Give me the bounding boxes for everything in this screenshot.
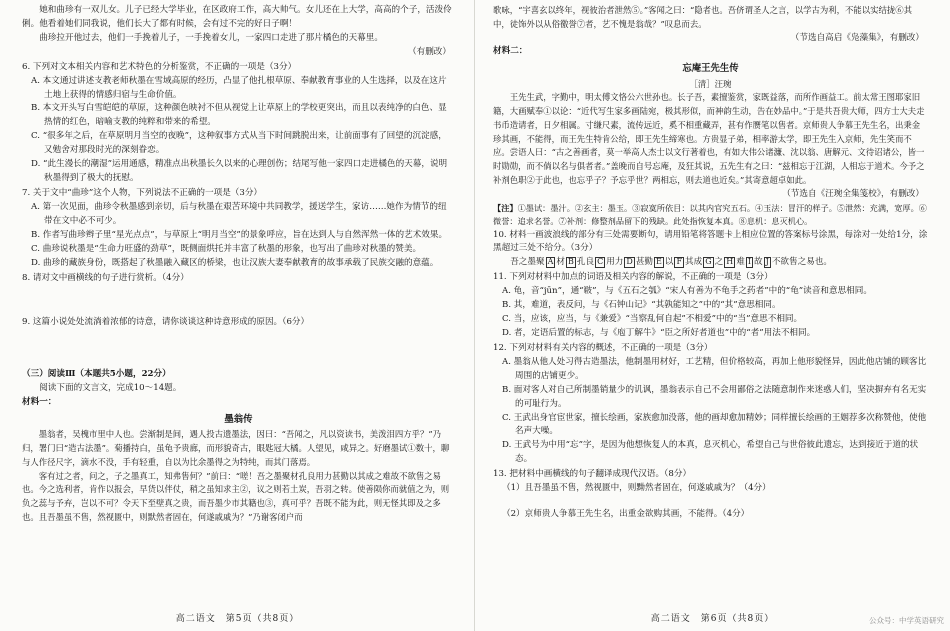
segment: 之 [714,257,724,268]
option: B. 作者写曲珍辫子里“星光点点”，与草原上“明月当空”的景象呼应，旨在达到人与自然浑然一体的艺术效果。 [31,229,448,240]
question-stem: 13. 把材料中画横线的句子翻译成现代汉语。（8分） [493,469,692,480]
question-8: 8. 请对文中画横线的句子进行赏析。（4分） [22,272,189,283]
question-9: 9. 这篇小说处处流淌着浓郁的诗意，请你谈谈这种诗意形成的原因。（6分） [22,317,310,328]
answer-box[interactable]: E [656,257,662,267]
option: A. 本文通过讲述支教老师秋墨在雪域高原的经历，凸显了他扎根草原、奉献教育事业的人生选择，以及在这片土地上获得的情感归宿与生命价值。 [31,75,447,100]
option: B. 其，难道，表反问，与《石钟山记》“其孰能知之”中的“其”意思相同。 [502,300,781,311]
question-11 [493,271,928,341]
source-note: （节选自高启《凫藻集》，有删改） [790,32,924,43]
answer-box[interactable]: F [676,257,683,267]
segment: 材 [556,257,565,268]
section-intro: 阅读下面的文言文，完成10～14题。 [39,383,182,394]
option: D. “此生漫长的潮湿”运用通感，精准点出秋墨长久以来的心理创伤；结尾写他一家四口走进橘色的天幕，说明秋墨得到了极大的抚慰。 [31,159,448,184]
passage-author: ［清］汪琬 [689,78,732,89]
passage-paragraph: 她和曲珍有一双儿女。儿子已经大学毕业，在区政府工作，高大帅气。女儿还在上大学，高高的个子，活泼伶俐。他看着她们同我说，他们长大了都有时候，会有过不完的好日子啊！ [22,5,452,29]
option: B. 面对客人对自己所制墨销量少的讥讽，墨翁表示自己不会用鄙俗之法随意制作来迷惑人们，坚决摒弃有名无实的可耻行为。 [502,384,927,409]
option: C. 曲珍说秋墨是“生命力旺盛的劲草”，既侧面烘托并丰富了秋墨的形象，也写出了曲珍对秋墨的赞美。 [31,243,422,254]
option: C. 当，应该，应当，与《兼爱》“当察乱何自起”不相爱”中的“当”意思不相同。 [502,314,803,325]
option: D. 曲珍的藏族身份，既搭起了秋墨融入藏区的桥梁，也让汉族大妻奉献教育的故事承载了民族交融的意蕴。 [31,257,439,268]
question-12 [493,342,928,467]
answer-box[interactable]: D [626,257,633,267]
passage-title: 忘庵王先生传 [682,63,739,75]
source-note: （有删改） [408,46,451,57]
line-prefix: 吾之墨聚 [510,257,545,268]
option: B. 本文开头写白雪皑皑的草原，这种颜色映衬不但从视觉上让草原上的学校更突出，而且以表纯净的白色、显热情的红色，暗喻支教的纯粹和带来的希望。 [31,103,447,128]
question-stem: 10. 材料一画波浪线的部分有三处需要断句，请用铅笔将答题卡上相应位置的答案标号涂黑，每涂对一处给1分，涂黑超过三处不给分。（3分） [493,229,928,254]
note-label: 【注】 [493,202,518,213]
question-stem: 6. 下列对文本相关内容和艺术特色的分析鉴赏，不正确的一项是（3分） [22,61,297,72]
option: A. 龟，音“jūn”，通“皲”，与《五石之瓠》“宋人有善为不龟手之药者”中的“龟”读音和意思相同。 [502,286,872,297]
segment: 孔良 [576,257,595,268]
passage-paragraph: 墨翁者，吴槐市里中人也。尝渐制是间，遇人投古遗墨法，因曰：“吾闻之，凡以资读书，美泼泪四方乎？”乃归，署门曰“造古法墨”。菊播持白，虽龟予贵廊，而形貌奇古，眼匙冠大橘。人望见，咸异之。好磨墨试①数十，聊与人作径尺字，滴水不没，手有轻重，自以为比余墨得之为特纯，而其门落焉。 [22,429,450,467]
segment: 甚勤 [635,257,654,268]
question-6 [22,61,455,186]
question-stem: 7. 关于文中“曲珍”这个人物，下列说法不正确的一项是（3分） [22,187,263,198]
question-stem: 11. 下列对材料中加点的词语及相关内容的解说，不正确的一项是（3分） [493,272,773,283]
page-footer: 高二语文 第5页（共8页） [175,614,300,625]
answer-box[interactable]: I [747,257,751,267]
material-label: 材料二： [493,46,528,57]
passage-paragraph: 歌咏，“宇喜玄以终年，视彼治者泄然⑤。”客闻之曰：“隐者也。吾侪谓圣人之言，以学古为利，不能以实结拢⑥其中，徒饰外以从俗徼誉⑦者，艺不愧是翁哉？”叹息而去。 [493,5,913,29]
option: D. 王武号为中用“忘”字，是因为他想恢复人的本真，息灭机心，希望自己与世俗彼此遗忘，达到接近于道的状态。 [502,440,919,465]
answer-box[interactable]: H [726,257,734,267]
page-footer: 高二语文 第6页（共8页） [650,614,775,625]
answer-box[interactable]: C [597,257,604,267]
sub-question: （1）且吾墨虽不售，然视匮中，则黝然者固在，何遂戚戚为？（4分） [502,483,771,494]
line-suffix: 之易也。 [797,257,833,268]
answer-box[interactable]: J [765,257,769,267]
option: C. 王武出身官宦世家，擅长绘画，家族愈加没落，他的画却愈加精妙；同样擅长绘画的王姻荐多次称赞他，使他名声大噪。 [502,412,927,437]
segment: 难 [736,257,745,268]
passage-paragraph: 曲珍拉开他过去，他们一手挽着儿子，一手挽着女儿，一家四口走进了那片橘色的天幕里。 [39,32,383,43]
passage-title: 墨翁传 [224,414,253,426]
source-note: （节选自《汪琬全集笺校》，有删改） [782,188,924,199]
segment: 不欲售 [771,257,798,268]
answer-box[interactable]: G [705,257,712,267]
note-text: ①墨试：墨汁。②玄主：墨玉。③寂寞所依目：以其内官究五石。④玉法：冒汗的样子。⑤泄然：充满，宽厚。⑥微誉：追求名誉。⑦补剂：修整剂品留下的残缺。此处指恢复本真。⑧息机：息灭机心。 [493,202,927,226]
segment: 故 [754,257,763,268]
option: A. 墨翁从他人处习得古造墨法，他制墨用材好，工艺精，但价格较高，再加上他形貌怪异，因此他店铺的顾客比周围的店铺更少。 [502,356,927,381]
passage-paragraph: 客有过之者，问之，子之墨真工，知弗售何？”前曰：“嗟！吾之墨聚材孔良用力甚勤以其成之难故不欲售之易也。今之选利者，肯作以报会，早货以伴仗，稍之虽知求主②，议之则若土炭，吾羽之转。使善陨你而就值之为，则负之蕊与予弃，岂以不可？令天下至壁真之贵，而吾墨少市其籍也③，真可乎？吾既不能为此，则无怪其即及之多也。且吾墨虽不售，然视匮中，则默然者固在，何遂戚戚为？”乃谢客闭户而 [22,470,450,523]
material-label: 材料一： [22,397,57,408]
question-stem: 12. 下列对材料有关内容的概述，不正确的一项是（3分） [493,342,713,353]
section-heading: （三）阅读Ⅲ（本题共5小题，22分） [22,369,171,380]
segment: 用力 [606,257,624,268]
question-10 [493,229,928,271]
segment: 其成 [685,257,703,268]
answer-box[interactable]: B [567,257,574,267]
question-7 [22,187,455,271]
option: D. 者，定语后置的标志，与《庖丁解牛》“臣之所好者道也”中的“者”用法不相同。 [502,328,816,338]
passage-paragraph: 王先生武，字勤中，明太傅文恪公六世孙也。长子吾，素擅鉴赏，家既益落，而所作画益工。前太常王图耶家旧籍，大画赋奉①以论：“近代写生家多画陆宛，极其形似，而神韵生动，告在妙品中。”于是共吾贵大师，四方士大夫走书币造请者，日夕相属。寸缣尺素，流传远近，奚不相重藏弄，甚有作赝笔以售者。京师贵人争慕王先生名，出秉金珍其画，不能得，而王先生特肯公给，即王先生缔寒也。方贵显子弟，相率游太学，即王先生入京师，先生笑而不应。尝语人曰：“古之善画者，莫一举高人杰士以文行著着也，有如大伟公诸濂、沈以翁、唐解元、文待诏诸公，皆一时勋勋，而不倘以名与俱者者。”盖晚而自号忘庵，及狂其说，五先生有之曰：“兹相忘于江湖，人相忘于道术。今予之补剂色职②于此也，也忘乎子？予忘乎世？两相忘，则去道也近矣。”其寄意超卓如此。 [493,92,925,185]
punctuation-line [493,256,928,270]
question-13 [493,468,928,522]
sub-question: （2）京师贵人争慕王先生名，出重金欲购其画，不能得。（4分） [502,509,750,520]
right-page [475,0,950,631]
segment: 以 [664,257,674,268]
watermark-text: 公众号：中学英语研究 [869,615,944,625]
answer-box[interactable]: A [547,257,554,267]
option: A. 第一次见面，曲珍令秋墨感到亲切，后与秋墨在艰苦环境中共同教学，援送学生，家访……她作为情节的纽带在文中必不可少。 [31,201,447,226]
option: C. “很多年之后，在草原明月当空的夜晚”，这种叙事方式从当下时间跳脱出来，让前面事有了回望的沉淀感，又勉舍对那段时光的深刻眷恋。 [31,131,447,156]
annotation-note [493,202,928,228]
